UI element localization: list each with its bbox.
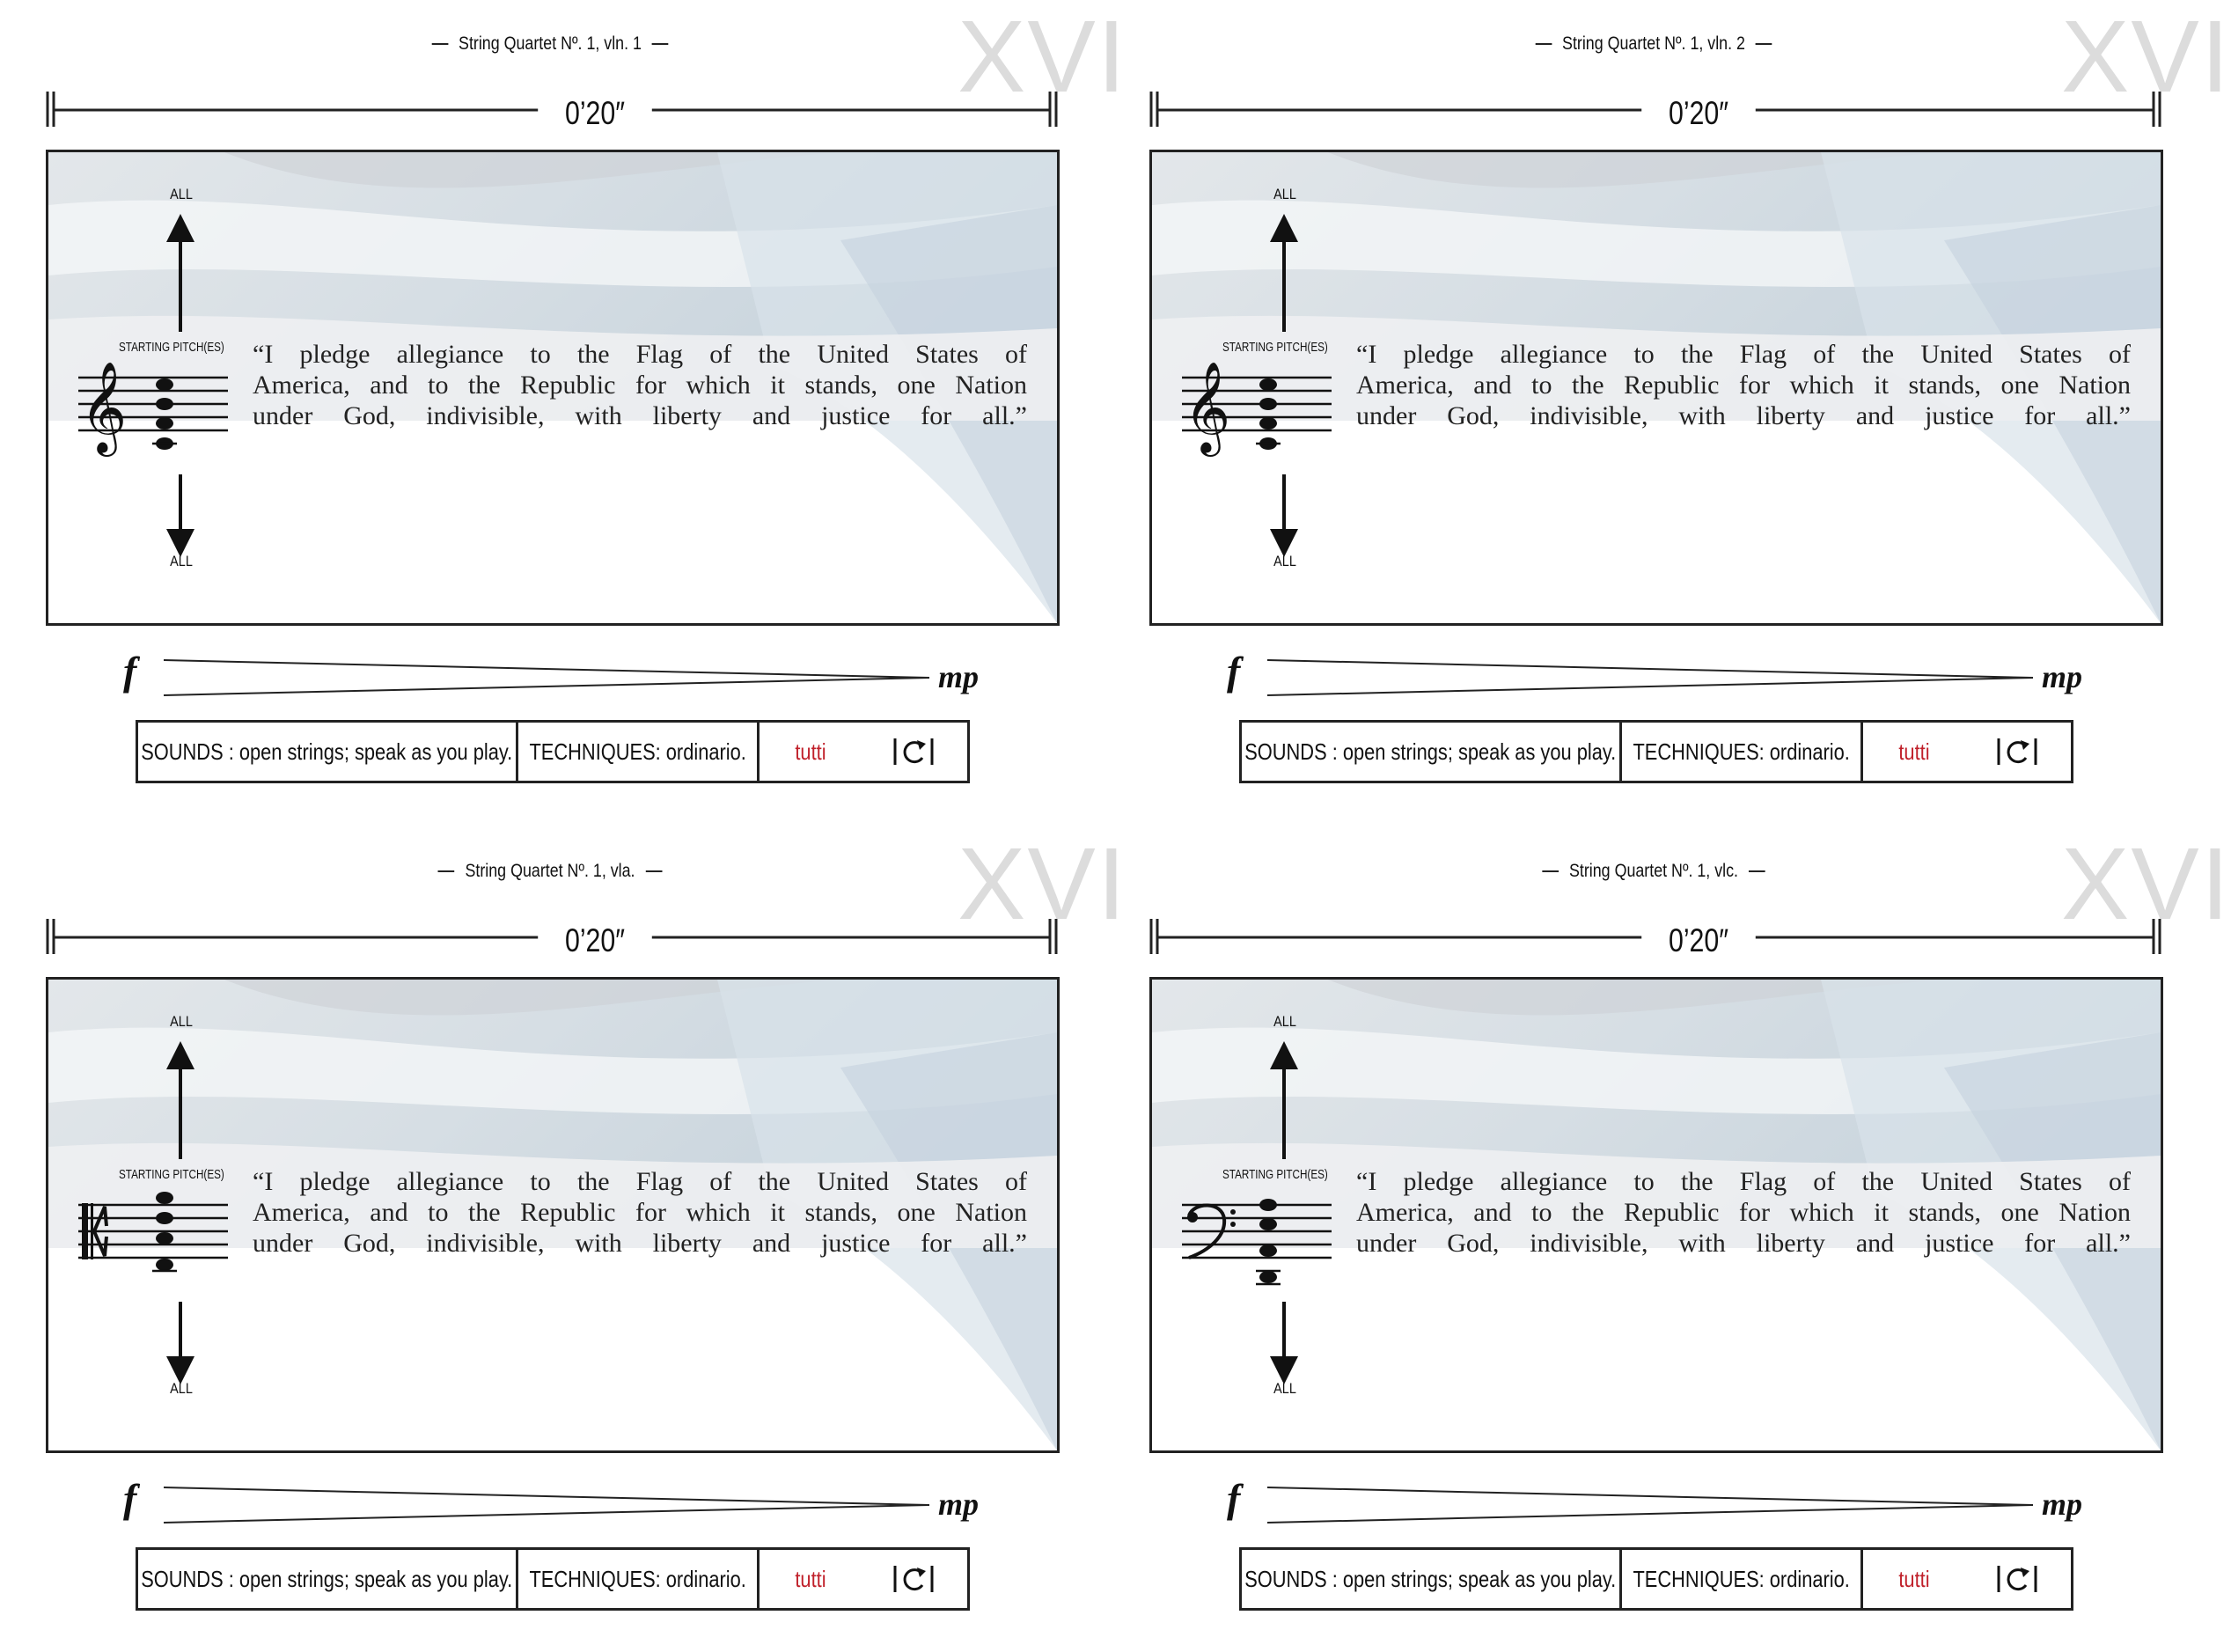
decrescendo-hairpin	[164, 1486, 929, 1524]
text-line: “I pledge allegiance to the Flag of the United States of	[1356, 340, 2131, 369]
part-title: String Quartet Nº. 1, vln. 2	[1186, 33, 2122, 55]
treble-clef-staff	[1182, 353, 1332, 467]
dynamic-start: f	[123, 649, 137, 694]
sounds-cell: SOUNDS : open strings; speak as you play.	[1242, 723, 1622, 781]
decrescendo-hairpin	[1267, 1486, 2033, 1524]
tutti-label: tutti	[794, 1565, 826, 1592]
instruction-bar	[1239, 720, 2073, 783]
dynamic-end: mp	[938, 1487, 980, 1522]
sounds-cell: SOUNDS : open strings; speak as you play.	[138, 1550, 518, 1608]
techniques-cell: TECHNIQUES: ordinario.	[518, 723, 760, 781]
repeat-icon	[1996, 737, 2038, 767]
repeat-icon	[892, 737, 935, 767]
instruction-bar	[136, 1547, 970, 1611]
part-title: String Quartet Nº. 1, vln. 1	[83, 33, 1018, 55]
range-top-label: ALL	[1273, 186, 1296, 202]
duration-label: 0’20″	[1641, 922, 1756, 959]
sounds-cell: SOUNDS : open strings; speak as you play.	[1242, 1550, 1622, 1608]
range-top-label: ALL	[170, 186, 193, 202]
watermark-numeral: XVI	[958, 0, 1127, 114]
decrescendo-hairpin	[164, 658, 929, 697]
bass-clef-staff	[1182, 1180, 1332, 1295]
text-line: under God, indivisible, with liberty and justice for all.”	[253, 401, 1027, 430]
starting-pitch-label: STARTING PITCH(ES)	[119, 340, 224, 355]
dynamic-end: mp	[2042, 659, 2083, 694]
range-top-label: ALL	[1273, 1013, 1296, 1030]
score-card-viola	[0, 826, 1127, 1652]
score-card-violin-2	[1104, 0, 2231, 825]
tutti-cell	[1863, 1550, 2071, 1608]
text-line: America, and to the Republic for which it stands, one Nation	[253, 371, 1027, 400]
text-line: “I pledge allegiance to the Flag of the United States of	[1356, 1167, 2131, 1196]
techniques-cell: TECHNIQUES: ordinario.	[1622, 723, 1863, 781]
sounds-cell: SOUNDS : open strings; speak as you play.	[138, 723, 518, 781]
range-bottom-label: ALL	[1273, 1380, 1296, 1397]
performance-frame	[46, 977, 1060, 1453]
duration-label: 0’20″	[538, 922, 652, 959]
text-line: America, and to the Republic for which it stands, one Nation	[1356, 1198, 2131, 1227]
duration-timeline	[1149, 919, 2161, 958]
starting-pitch-label: STARTING PITCH(ES)	[119, 1167, 224, 1182]
pledge-text	[1356, 339, 2131, 431]
starting-pitch-label: STARTING PITCH(ES)	[1222, 1167, 1328, 1182]
tutti-cell	[760, 1550, 967, 1608]
dynamic-end: mp	[2042, 1487, 2083, 1522]
duration-timeline	[46, 919, 1058, 958]
range-top-label: ALL	[170, 1013, 193, 1030]
text-line: under God, indivisible, with liberty and justice for all.”	[1356, 1229, 2131, 1258]
treble-clef-staff	[78, 353, 228, 467]
tutti-cell	[1863, 723, 2071, 781]
techniques-cell: TECHNIQUES: ordinario.	[518, 1550, 760, 1608]
pledge-text	[1356, 1166, 2131, 1259]
duration-label: 0’20″	[538, 95, 652, 132]
dynamic-start: f	[1227, 649, 1241, 694]
tutti-label: tutti	[794, 738, 826, 765]
dynamic-start: f	[123, 1476, 137, 1521]
tutti-cell	[760, 723, 967, 781]
instruction-bar	[1239, 1547, 2073, 1611]
dynamic-end: mp	[938, 659, 980, 694]
watermark-numeral: XVI	[958, 826, 1127, 941]
part-title: String Quartet Nº. 1, vla.	[83, 861, 1018, 882]
duration-timeline	[46, 92, 1058, 131]
text-line: America, and to the Republic for which it stands, one Nation	[1356, 371, 2131, 400]
watermark-numeral: XVI	[2061, 826, 2231, 941]
duration-timeline	[1149, 92, 2161, 131]
text-line: America, and to the Republic for which it stands, one Nation	[253, 1198, 1027, 1227]
instruction-bar	[136, 720, 970, 783]
decrescendo-hairpin	[1267, 658, 2033, 697]
text-line: “I pledge allegiance to the Flag of the United States of	[253, 340, 1027, 369]
treble-clef-icon: 𝄞	[80, 361, 128, 453]
techniques-cell: TECHNIQUES: ordinario.	[1622, 1550, 1863, 1608]
pledge-text	[253, 339, 1027, 431]
starting-pitch-label: STARTING PITCH(ES)	[1222, 340, 1328, 355]
performance-frame	[46, 150, 1060, 626]
alto-clef-staff	[78, 1180, 228, 1295]
dynamic-start: f	[1227, 1476, 1241, 1521]
tutti-label: tutti	[1897, 1565, 1930, 1592]
watermark-numeral: XVI	[2061, 0, 2231, 114]
performance-frame	[1149, 150, 2163, 626]
text-line: under God, indivisible, with liberty and justice for all.”	[253, 1229, 1027, 1258]
treble-clef-icon: 𝄞	[1184, 361, 1231, 453]
score-card-violin-1	[0, 0, 1127, 825]
score-card-cello	[1104, 826, 2231, 1652]
repeat-icon	[1996, 1564, 2038, 1594]
range-bottom-label: ALL	[170, 1380, 193, 1397]
performance-frame	[1149, 977, 2163, 1453]
part-title: String Quartet Nº. 1, vlc.	[1186, 861, 2122, 882]
text-line: under God, indivisible, with liberty and justice for all.”	[1356, 401, 2131, 430]
repeat-icon	[892, 1564, 935, 1594]
duration-label: 0’20″	[1641, 95, 1756, 132]
pledge-text	[253, 1166, 1027, 1259]
range-bottom-label: ALL	[170, 553, 193, 569]
tutti-label: tutti	[1897, 738, 1930, 765]
text-line: “I pledge allegiance to the Flag of the United States of	[253, 1167, 1027, 1196]
range-bottom-label: ALL	[1273, 553, 1296, 569]
